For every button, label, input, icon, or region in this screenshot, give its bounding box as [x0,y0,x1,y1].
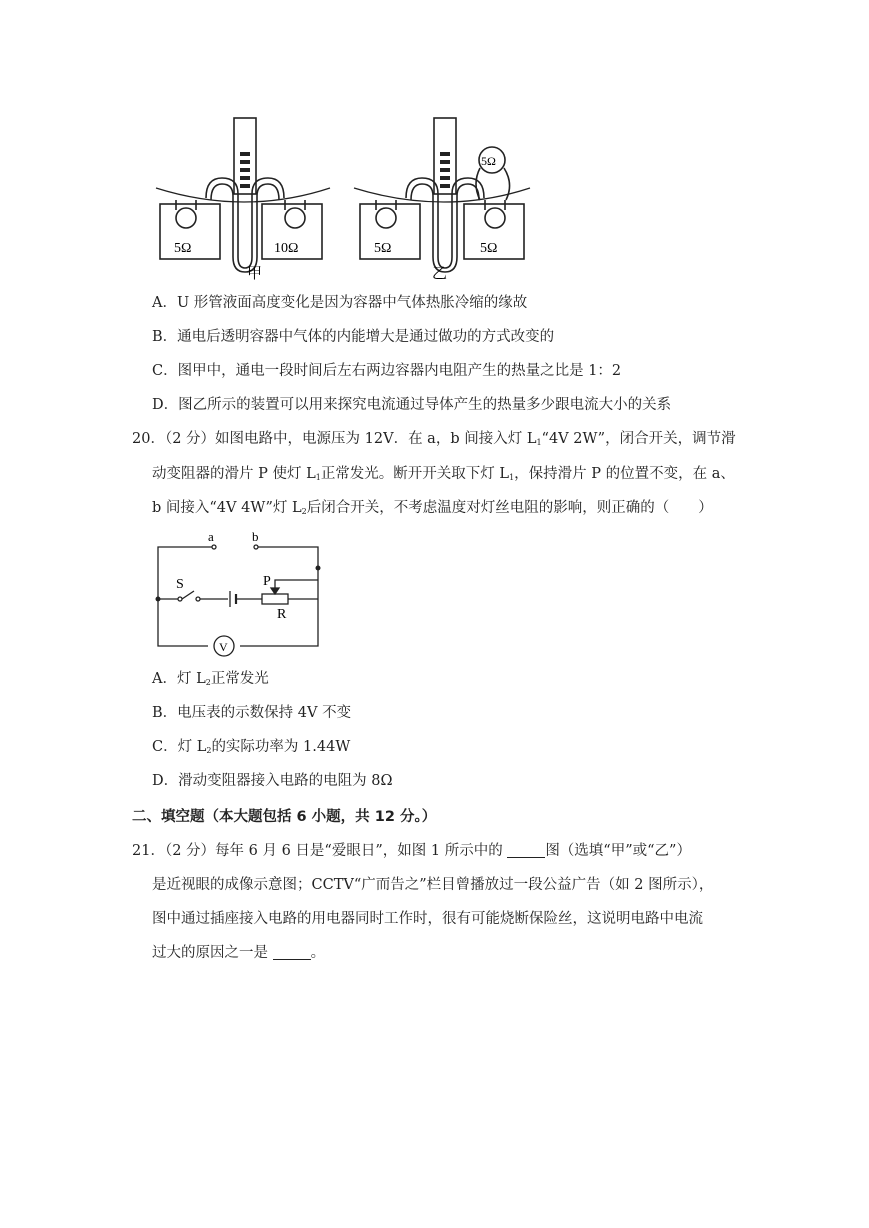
right-r2-label: 5Ω [480,241,498,256]
left-r1-label: 5Ω [174,241,192,256]
q20-option-d: D．滑动变阻器接入电路的电阻为 8Ω [152,773,393,789]
q21-line-1: 21．（2 分）每年 6 月 6 日是“爱眼日”，如图 1 所示中的 图（选填“甲”或“乙”） [132,843,691,859]
switch-label: S [176,577,184,592]
q20-line-2: 动变阻器的滑片 P 使灯 $L_1$正常发光。断开开关取下灯 $L_1$，保持滑片 P 的位置不变，在 a、 [152,466,735,482]
right-parallel-label: 5Ω [481,154,496,168]
voltmeter-label: V [219,640,228,654]
q20-line-1: 20．（2 分）如图电路中，电源压为 12V．在 a，b 间接入灯 $L_1“4V$ 2W”，闭合开关，调节滑 [132,431,736,447]
q21-blank-1[interactable] [507,843,545,858]
q19-option-d: D．图乙所示的装置可以用来探究电流通过导体产生的热量多少跟电流大小的关系 [152,397,672,413]
joule-heat-apparatus-figure [150,112,540,284]
rheostat-label: R [277,607,287,622]
terminal-b-label: b [252,529,259,544]
q21-line-3: 图中通过插座接入电路的用电器同时工作时，很有可能烧断保险丝，这说明电路中电流 [152,911,703,927]
q19-option-a: A．U 形管液面高度变化是因为容器中气体热胀冷缩的缘故 [152,295,528,311]
right-r1-label: 5Ω [374,241,392,256]
q21-blank-2[interactable] [273,945,311,960]
q19-option-b: B．通电后透明容器中气体的内能增大是通过做功的方式改变的 [152,329,555,345]
q19-option-c: C．图甲中，通电一段时间后左右两边容器内电阻产生的热量之比是 1：2 [152,363,622,379]
circuit-diagram [150,528,330,658]
q20-option-b: B．电压表的示数保持 4V 不变 [152,705,352,721]
q21-line-2: 是近视眼的成像示意图；CCTV“广而告之”栏目曾播放过一段公益广告（如 2 图所示）， [152,877,714,893]
q20-option-c: C．灯 $L_2$的实际功率为 1.44W [152,739,351,755]
label-yi: 乙 [432,266,448,282]
q20-line-3: b 间接入“4V 4W”灯 $L_2$后闭合开关，不考虑温度对灯丝电阻的影响，则正确的（ ） [152,500,713,516]
q21-line-4: 过大的原因之一是 。 [152,945,326,961]
slider-label: P [263,574,271,589]
q20-option-a: A．灯 $L_2$正常发光 [152,671,269,687]
label-jia: 甲 [247,266,263,282]
section-heading-fill-in: 二、填空题（本大题包括 6 小题，共 12 分。） [132,809,437,825]
left-r2-label: 10Ω [274,241,299,256]
terminal-a-label: a [208,529,214,544]
